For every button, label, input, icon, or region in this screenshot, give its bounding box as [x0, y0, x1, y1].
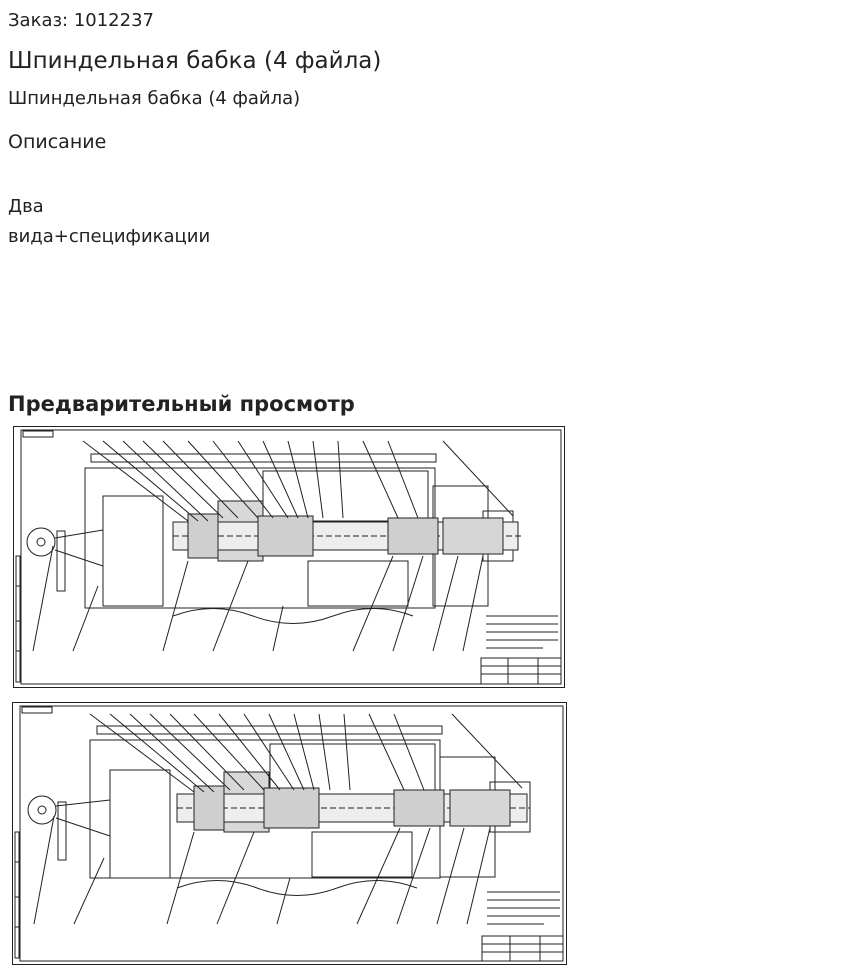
- spindle-head-drawing-2: [12, 702, 567, 965]
- order-number: Заказ: 1012237: [8, 10, 154, 31]
- spindle-head-drawing-1: [13, 426, 565, 688]
- page-title: Шпиндельная бабка (4 файла): [8, 48, 382, 74]
- drawing-preview-image-1[interactable]: [13, 426, 565, 688]
- product-subtitle: Шпиндельная бабка (4 файла): [8, 88, 301, 109]
- description-heading: Описание: [8, 131, 107, 153]
- description-line: Два: [8, 196, 44, 217]
- description-line: вида+спецификации: [8, 226, 211, 247]
- drawing-preview-image-2[interactable]: [12, 702, 567, 965]
- preview-heading: Предварительный просмотр: [8, 392, 355, 416]
- description-text: [8, 192, 248, 252]
